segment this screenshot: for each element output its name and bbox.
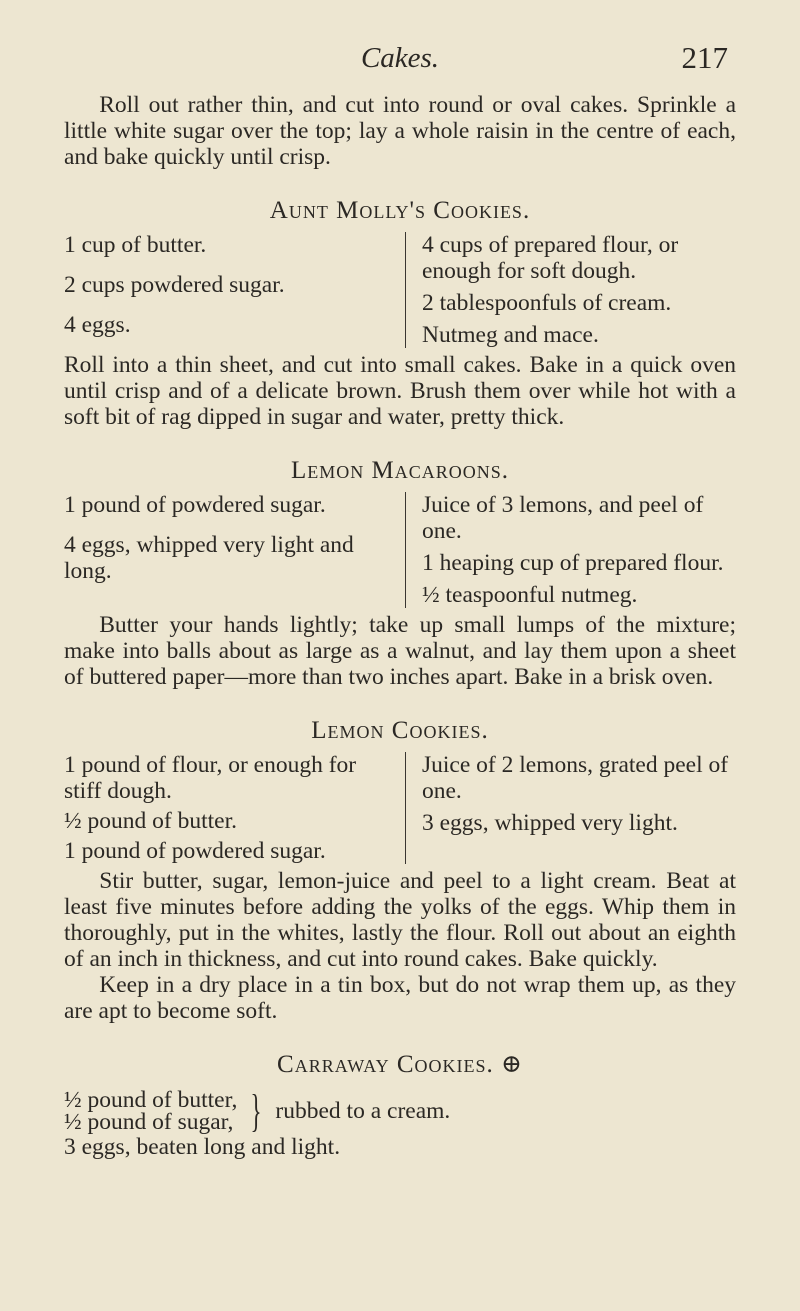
ingredient-item: ½ teaspoonful nutmeg. xyxy=(422,582,638,608)
recipe-title: Lemon Macaroons. xyxy=(290,457,509,484)
ingredient-list xyxy=(64,232,736,348)
ingredient-item: ½ pound of sugar, xyxy=(64,1109,234,1135)
ingredients-left-column xyxy=(64,232,382,348)
ingredient-item: 2 tablespoonfuls of cream. xyxy=(422,290,672,316)
ingredient-item: Nutmeg and mace. xyxy=(422,322,599,348)
ingredients-left-column xyxy=(64,492,382,608)
recipe-title: Lemon Cookies. xyxy=(311,717,489,744)
page-header xyxy=(0,40,800,80)
ingredient-item: 1 pound of powdered sugar. xyxy=(64,492,326,518)
ingredient-item: 4 eggs. xyxy=(64,312,131,338)
ingredient-item: Juice of 3 lemons, and peel of one. xyxy=(422,492,704,544)
intro-paragraph: Roll out rather thin, and cut into round or oval cakes. Sprinkle a little white sugar over the top; lay a whole raisin in the centre of each, and bake quickly until crisp. xyxy=(64,92,736,170)
method-paragraph: Butter your hands lightly; take up small lumps of the mixture; make into balls about as large as a walnut, and lay them upon a sheet of buttered paper—more than two inches apart. Bake in a brisk oven. xyxy=(64,612,736,690)
ingredient-item: 4 cups of prepared flour, or enough for soft dough. xyxy=(422,232,679,284)
ingredient-item: 1 cup of butter. xyxy=(64,232,207,258)
ingredient-item: 1 heaping cup of prepared flour. xyxy=(422,550,724,576)
ingredients-right-column xyxy=(405,752,736,864)
note-paragraph: Keep in a dry place in a tin box, but do not wrap them up, as they are apt to become soft. xyxy=(64,972,736,1024)
brace-instruction: rubbed to a cream. xyxy=(275,1098,451,1124)
braced-lines xyxy=(64,1089,237,1133)
running-head: Cakes. xyxy=(360,42,440,74)
page-number: 217 xyxy=(681,40,728,75)
ingredients-right-column xyxy=(405,492,736,608)
ingredient-item: Juice of 2 lemons, grated peel of one. xyxy=(422,752,729,804)
recipe-title: Carraway Cookies. ⊕ xyxy=(277,1051,523,1078)
ingredient-list xyxy=(64,752,736,864)
ingredient-item: ½ pound of butter. xyxy=(64,808,237,834)
ingredient-item: 1 pound of powdered sugar. xyxy=(64,838,326,864)
curly-brace-icon: } xyxy=(250,1085,262,1136)
ingredients-right-column xyxy=(405,232,736,348)
recipe-aunt-mollys-cookies xyxy=(64,198,736,430)
ingredient-item: 3 eggs, beaten long and light. xyxy=(64,1134,341,1160)
recipe-carraway-cookies xyxy=(64,1052,736,1160)
ingredient-item: ½ pound of butter, xyxy=(64,1087,238,1113)
ingredient-item: 2 cups powdered sugar. xyxy=(64,272,285,298)
method-paragraph: Stir butter, sugar, lemon-juice and peel to a light cream. Beat at least five minutes before adding the yolks of the eggs. Whip them in thoroughly, put in the whites, lastly the flour. Roll out about an eighth of an inch in thickness, and cut into round cakes. Bake quickly. xyxy=(64,868,736,972)
ingredients-left-column xyxy=(64,752,382,864)
ingredient-list xyxy=(64,492,736,608)
recipe-lemon-macaroons xyxy=(64,458,736,690)
method-paragraph: Roll into a thin sheet, and cut into small cakes. Bake in a quick oven until crisp and of a delicate brown. Brush them over while hot with a soft bit of rag dipped in sugar and water, pretty thick. xyxy=(64,352,736,430)
page-content xyxy=(64,92,736,1160)
braced-ingredients xyxy=(64,1085,736,1136)
ingredient-item: 4 eggs, whipped very light and long. xyxy=(64,532,354,584)
ingredient-item: 3 eggs, whipped very light. xyxy=(422,810,678,836)
recipe-title: Aunt Molly's Cookies. xyxy=(269,197,531,224)
recipe-lemon-cookies xyxy=(64,718,736,1024)
ingredient-item: 1 pound of flour, or enough for stiff dough. xyxy=(64,752,357,804)
